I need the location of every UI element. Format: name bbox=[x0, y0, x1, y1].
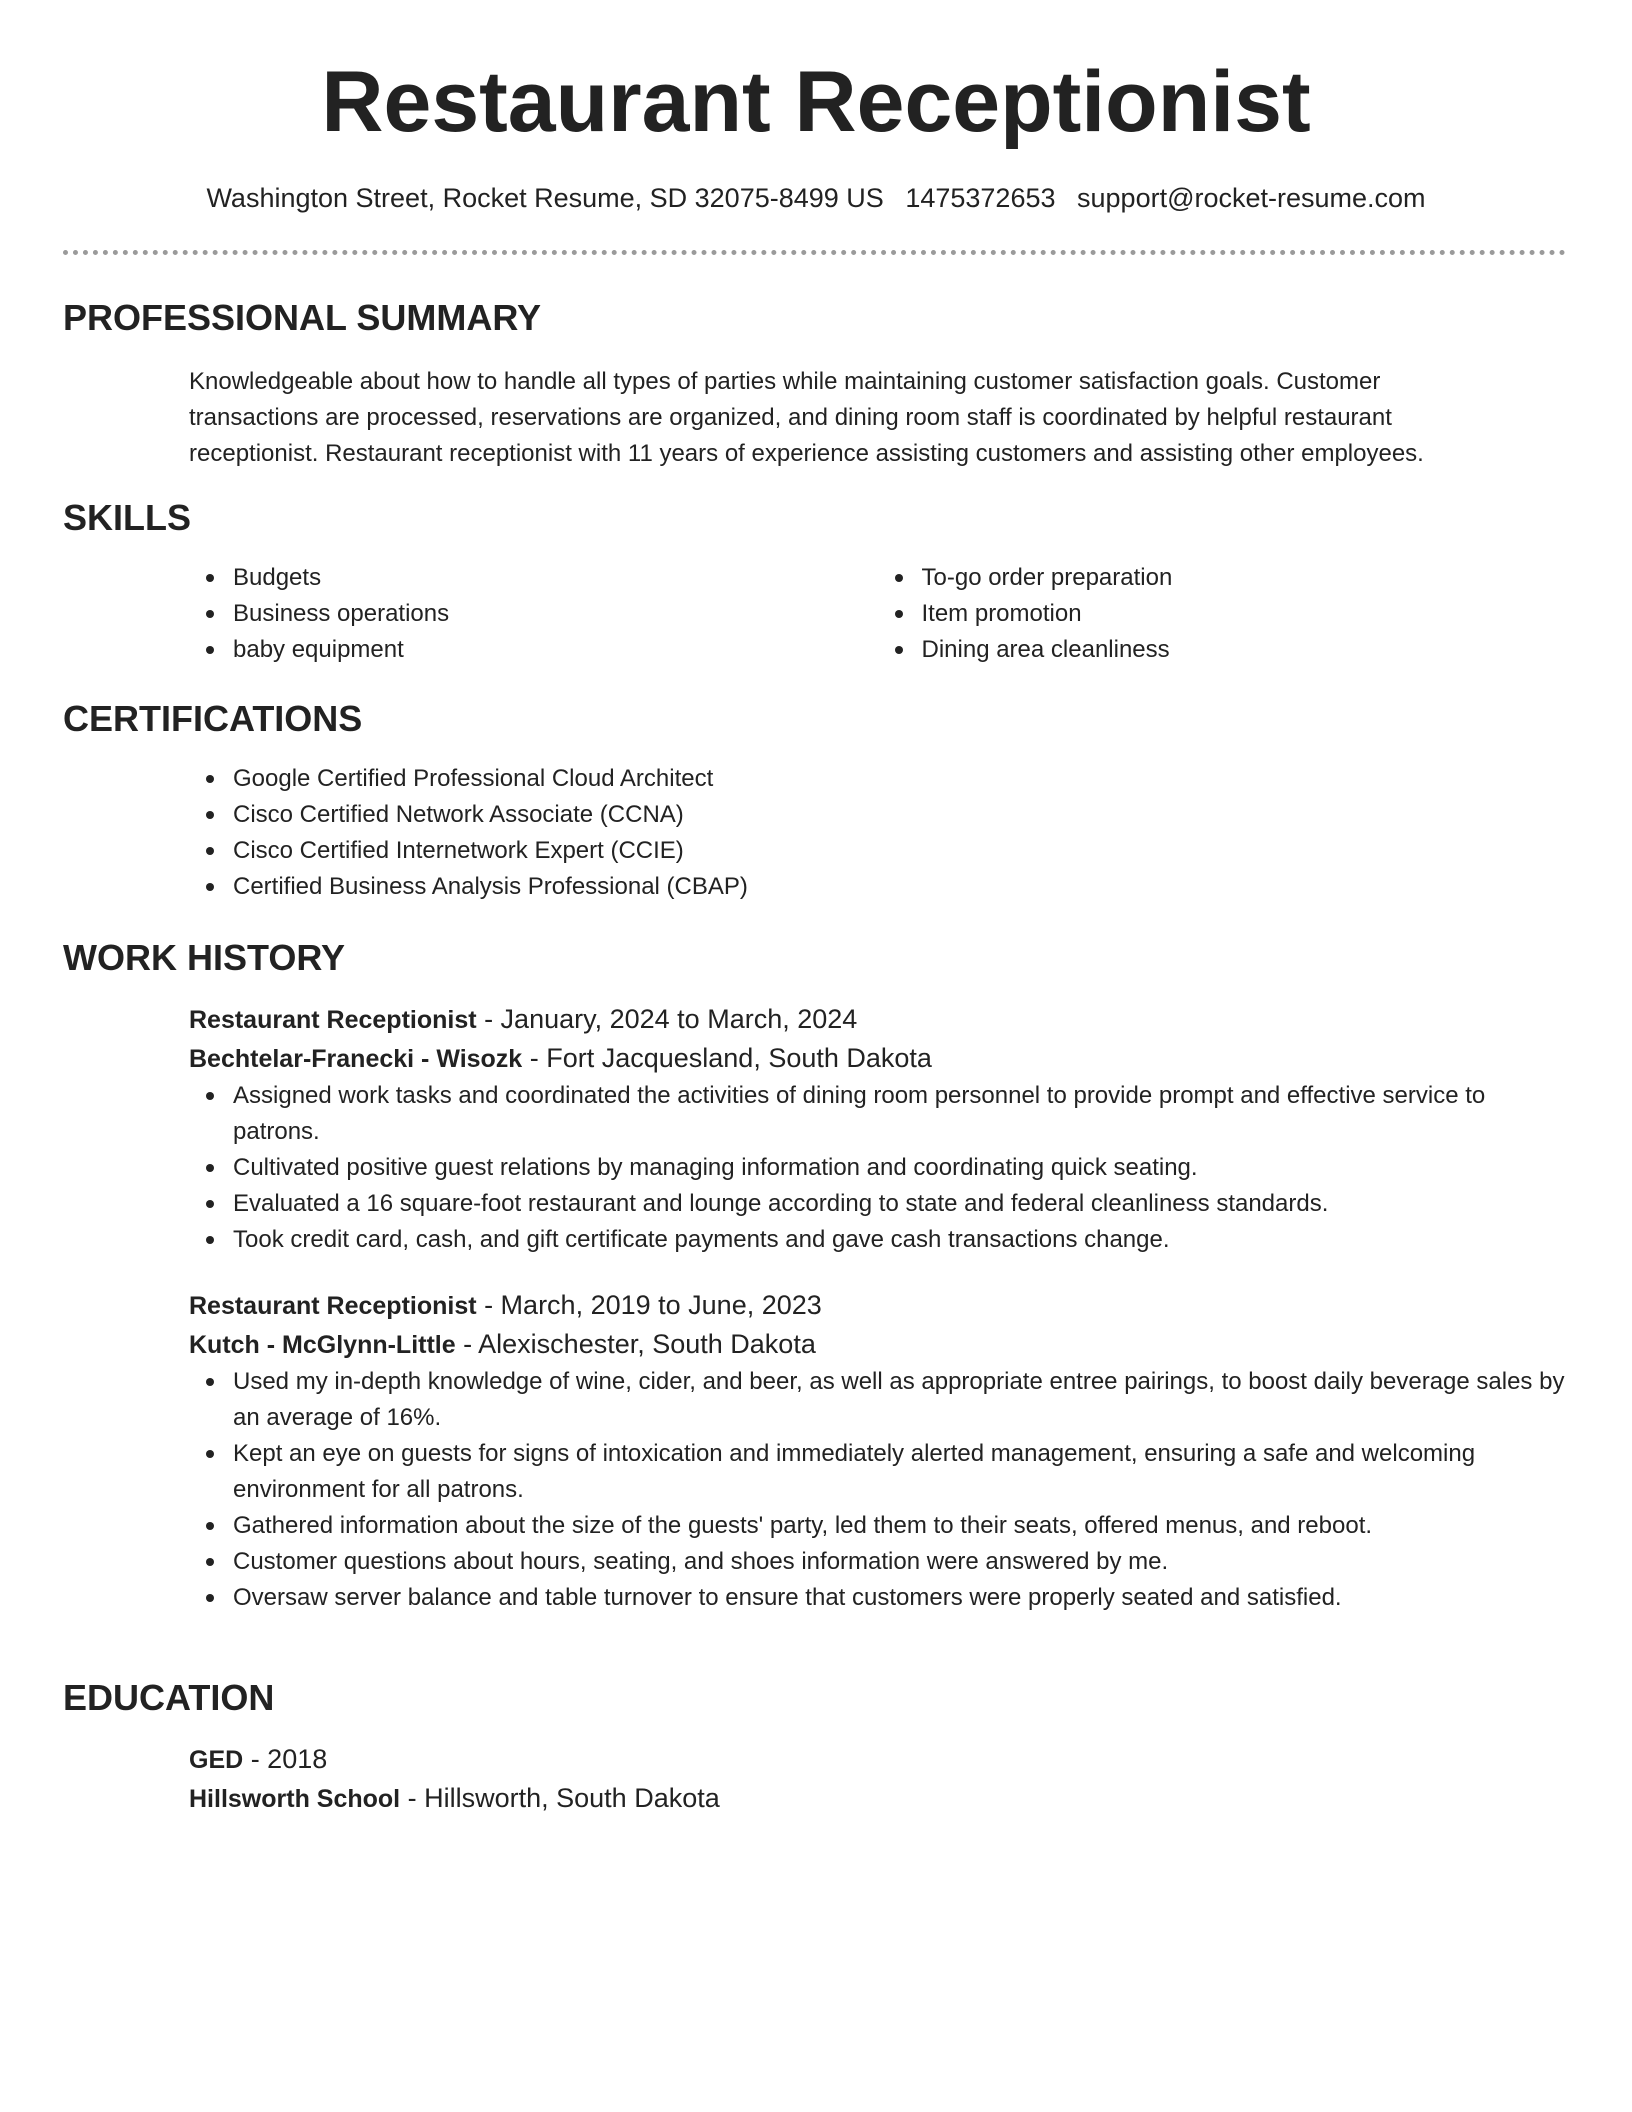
job-entry bbox=[189, 1000, 1566, 1258]
job-company: Kutch - McGlynn-Little bbox=[189, 1331, 456, 1359]
education-school-line bbox=[189, 1779, 1566, 1818]
job-duty-item: Evaluated a 16 square-foot restaurant and lounge according to state and federal cleanliness standards. bbox=[233, 1186, 1566, 1222]
summary-heading: PROFESSIONAL SUMMARY bbox=[63, 297, 542, 338]
education-degree: GED bbox=[189, 1746, 244, 1774]
work-history-section bbox=[63, 936, 1566, 1616]
certification-item: Cisco Certified Network Associate (CCNA) bbox=[233, 797, 1566, 833]
job-dates: - January, 2024 to March, 2024 bbox=[476, 1004, 858, 1034]
job-duties-list bbox=[189, 1364, 1566, 1616]
job-company-line bbox=[189, 1039, 1566, 1078]
job-duty-item: Gathered information about the size of the guests' party, led them to their seats, offered menus, and reboot. bbox=[233, 1508, 1566, 1544]
education-school: Hillsworth School bbox=[189, 1785, 401, 1813]
job-duty-item: Assigned work tasks and coordinated the activities of dining room personnel to provide prompt and effective service to patrons. bbox=[233, 1078, 1566, 1150]
education-heading: EDUCATION bbox=[63, 1677, 275, 1718]
job-role: Restaurant Receptionist bbox=[189, 1006, 477, 1034]
education-section bbox=[63, 1676, 1566, 1818]
skills-list-left bbox=[189, 560, 878, 668]
job-duty-item: Used my in-depth knowledge of wine, cider, and beer, as well as appropriate entree pairings, to boost daily beverage sales by an average of 16%. bbox=[233, 1364, 1566, 1436]
skills-section bbox=[63, 496, 1566, 668]
skill-item: Item promotion bbox=[922, 596, 1567, 632]
certification-item: Cisco Certified Internetwork Expert (CCIE) bbox=[233, 833, 1566, 869]
skill-item: baby equipment bbox=[233, 632, 878, 668]
skills-list-right bbox=[878, 560, 1567, 668]
job-company: Bechtelar-Franecki - Wisozk bbox=[189, 1045, 523, 1073]
skill-item: Dining area cleanliness bbox=[922, 632, 1567, 668]
skills-heading: SKILLS bbox=[63, 497, 192, 538]
job-entry bbox=[189, 1286, 1566, 1616]
contact-email: support@rocket-resume.com bbox=[1077, 183, 1426, 213]
contact-line bbox=[0, 180, 1632, 216]
certifications-heading: CERTIFICATIONS bbox=[63, 698, 363, 739]
skill-item: Budgets bbox=[233, 560, 878, 596]
job-dates: - March, 2019 to June, 2023 bbox=[476, 1290, 822, 1320]
certifications-list bbox=[189, 761, 1566, 905]
summary-section bbox=[63, 296, 1566, 472]
resume-title: Restaurant Receptionist bbox=[321, 54, 1311, 150]
job-duty-item: Customer questions about hours, seating, and shoes information were answered by me. bbox=[233, 1544, 1566, 1580]
job-duty-item: Kept an eye on guests for signs of intoxication and immediately alerted management, ensuring a safe and welcoming environment for all patrons. bbox=[233, 1436, 1566, 1508]
job-duty-item: Oversaw server balance and table turnover to ensure that customers were properly seated and satisfied. bbox=[233, 1580, 1566, 1616]
education-degree-line bbox=[189, 1740, 1566, 1779]
certifications-section bbox=[63, 697, 1566, 905]
certification-item: Certified Business Analysis Professional (CBAP) bbox=[233, 869, 1566, 905]
contact-phone: 1475372653 bbox=[905, 183, 1056, 213]
certification-item: Google Certified Professional Cloud Architect bbox=[233, 761, 1566, 797]
contact-address: Washington Street, Rocket Resume, SD 32075-8499 US bbox=[206, 183, 884, 213]
job-location: - Fort Jacquesland, South Dakota bbox=[522, 1043, 932, 1073]
skill-item: To-go order preparation bbox=[922, 560, 1567, 596]
job-duties-list bbox=[189, 1078, 1566, 1258]
job-title-line bbox=[189, 1000, 1566, 1039]
job-location: - Alexischester, South Dakota bbox=[455, 1329, 816, 1359]
header-divider bbox=[63, 250, 1566, 255]
summary-text: Knowledgeable about how to handle all types of parties while maintaining customer satisfaction goals. Customer transactions are processed, reservations are organized, and dining room staff is coordinated by helpful restaurant receptionist. Restaurant receptionist with 11 years of experience assisting customers and assisting other employees. bbox=[189, 368, 1424, 467]
skill-item: Business operations bbox=[233, 596, 878, 632]
job-company-line bbox=[189, 1325, 1566, 1364]
education-location: - Hillsworth, South Dakota bbox=[400, 1783, 720, 1813]
work-history-heading: WORK HISTORY bbox=[63, 937, 346, 978]
job-duty-item: Cultivated positive guest relations by managing information and coordinating quick seating. bbox=[233, 1150, 1566, 1186]
job-role: Restaurant Receptionist bbox=[189, 1292, 477, 1320]
job-title-line bbox=[189, 1286, 1566, 1325]
job-duty-item: Took credit card, cash, and gift certificate payments and gave cash transactions change. bbox=[233, 1222, 1566, 1258]
education-year: - 2018 bbox=[243, 1744, 328, 1774]
